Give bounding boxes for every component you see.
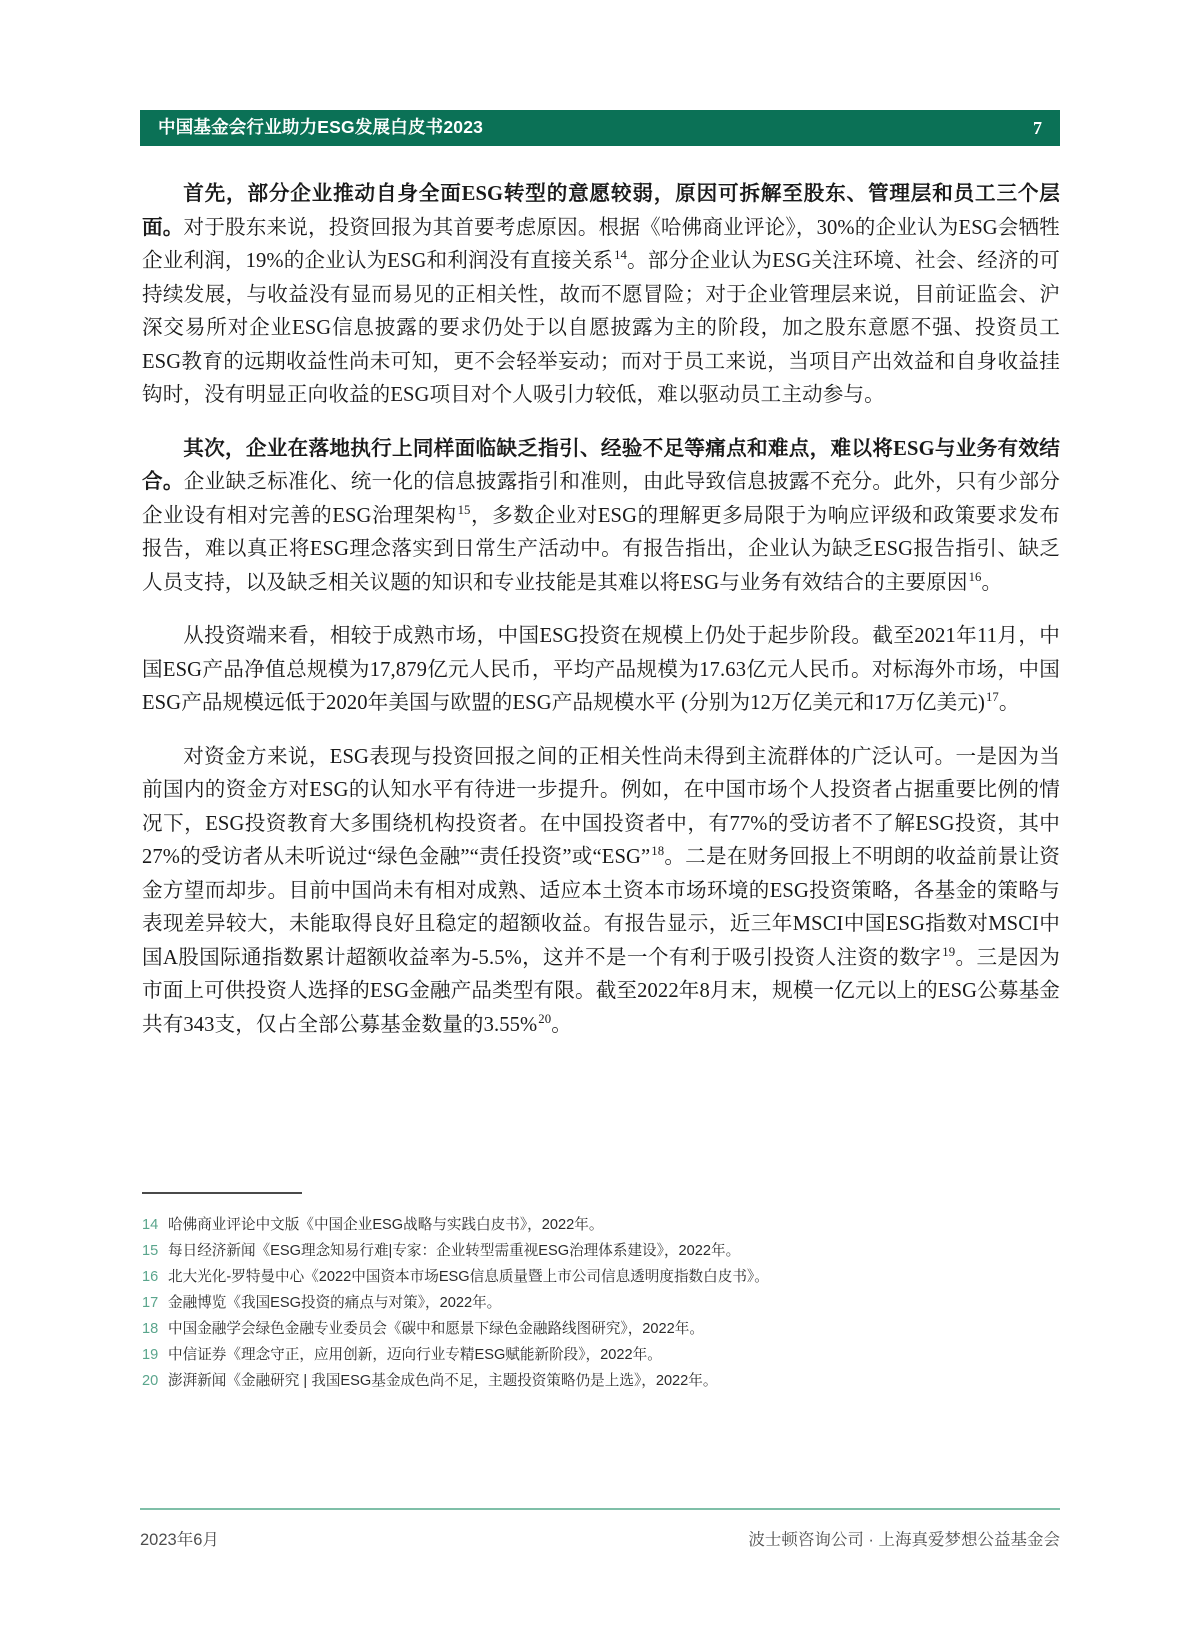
footnote-number: 19 (142, 1347, 159, 1363)
footnote-number: 16 (142, 1269, 159, 1285)
footnote-separator-rule (142, 1192, 302, 1194)
paragraph-1 (142, 178, 1060, 413)
footnote-text: 每日经济新闻《ESG理念知易行难|专家：企业转型需重视ESG治理体系建设》，2022年。 (168, 1243, 741, 1259)
footnote-text: 中国金融学会绿色金融专业委员会《碳中和愿景下绿色金融路线图研究》，2022年。 (168, 1321, 704, 1337)
paragraph-3-text-1: 从投资端来看，相较于成熟市场，中国ESG投资在规模上仍处于起步阶段。截至2021年11月，中国ESG产品净值总规模为17,879亿元人民币，平均产品规模为17.63亿元人民币。对标海外市场，中国ESG产品规模远低于2020年美国与欧盟的ESG产品规模水平 (分别为12万亿美元和17万亿美元) (142, 625, 1060, 714)
footnote-text: 金融博览《我国ESG投资的痛点与对策》，2022年。 (168, 1295, 502, 1311)
footnote-ref-20[interactable]: 20 (538, 1011, 552, 1026)
footnote-item (142, 1238, 1060, 1264)
footnote-ref-18[interactable]: 18 (651, 844, 665, 859)
paragraph-4-text-3: 。三是因为市面上可供投资人选择的ESG金融产品类型有限。截至2022年8月末，规模一亿元以上的ESG公募基金共有343支，仅占全部公募基金数量的3.55% (142, 946, 1061, 1036)
paragraph-1-text-1: 对于股东来说，投资回报为其首要考虑原因。根据《哈佛商业评论》，30%的企业认为ESG会牺牲企业利润，19%的企业认为ESG和利润没有直接关系 (142, 216, 1060, 272)
footer-date: 2023年6月 (140, 1531, 219, 1549)
footnote-number: 20 (142, 1373, 159, 1389)
page-number: 7 (1033, 118, 1042, 138)
footnote-number: 18 (142, 1321, 159, 1337)
footnote-text: 北大光化-罗特曼中心《2022中国资本市场ESG信息质量暨上市公司信息透明度指数白皮书》。 (168, 1269, 769, 1285)
footnote-ref-14[interactable]: 14 (614, 248, 628, 263)
footnote-number: 15 (142, 1243, 159, 1259)
footnote-ref-19[interactable]: 19 (942, 944, 956, 959)
footnote-item (142, 1212, 1060, 1238)
paragraph-3-text-2: 。 (998, 692, 1020, 714)
footnote-text: 中信证券《理念守正，应用创新，迈向行业专精ESG赋能新阶段》，2022年。 (168, 1347, 662, 1363)
page-header-title: 中国基金会行业助力ESG发展白皮书2023 (158, 117, 484, 138)
footnotes-section (142, 1192, 1060, 1394)
paragraph-2 (142, 433, 1060, 601)
paragraph-3 (142, 620, 1060, 721)
footnote-item (142, 1368, 1060, 1394)
footnote-ref-16[interactable]: 16 (968, 569, 982, 584)
paragraph-4-text-4: 。 (551, 1013, 572, 1036)
footnote-item (142, 1290, 1060, 1316)
footnote-text: 哈佛商业评论中文版《中国企业ESG战略与实践白皮书》，2022年。 (168, 1217, 604, 1233)
footnote-number: 14 (142, 1217, 159, 1233)
page-footer (140, 1508, 1060, 1550)
footnote-item (142, 1342, 1060, 1368)
paragraph-4 (142, 741, 1060, 1043)
page-header-bar (140, 110, 1060, 146)
paragraph-2-text-1: 企业缺乏标准化、统一化的信息披露指引和准则，由此导致信息披露不充分。此外，只有少部分企业设有相对完善的ESG治理架构 (142, 471, 1061, 527)
paragraph-1-lead: 首先，部分企业推动自身全面ESG转型的意愿较弱，原因可拆解至股东、管理层和员工三个层面。 (142, 183, 1060, 239)
footer-separator-rule (140, 1508, 1060, 1510)
footnote-ref-17[interactable]: 17 (985, 690, 999, 705)
paragraph-2-text-2: ，多数企业对ESG的理解更多局限于为响应评级和政策要求发布报告，难以真正将ESG理念落实到日常生产活动中。有报告指出，企业认为缺乏ESG报告指引、缺乏人员支持，以及缺乏相关议题的知识和专业技能是其难以将ESG与业务有效结合的主要原因 (142, 504, 1060, 594)
footer-row (140, 1526, 1060, 1550)
paragraph-2-lead: 其次，企业在落地执行上同样面临缺乏指引、经验不足等痛点和难点，难以将ESG与业务有效结合。 (142, 437, 1060, 493)
paragraph-1-text-2: 。部分企业认为ESG关注环境、社会、经济的可持续发展，与收益没有显而易见的正相关性，故而不愿冒险；对于企业管理层来说，目前证监会、沪深交易所对企业ESG信息披露的要求仍处于以自愿披露为主的阶段，加之股东意愿不强、投资员工ESG教育的远期收益性尚未可知，更不会轻举妄动；而对于员工来说，当项目产出效益和自身收益挂钩时，没有明显正向收益的ESG项目对个人吸引力较低，难以驱动员工主动参与。 (142, 250, 1061, 406)
paragraph-4-text-2: 。二是在财务回报上不明朗的收益前景让资金方望而却步。目前中国尚未有相对成熟、适应本土资本市场环境的ESG投资策略，各基金的策略与表现差异较大，未能取得良好且稳定的超额收益。有报告显示，近三年MSCI中国ESG指数对MSCI中国A股国际通指数累计超额收益率为-5.5%，这并不是一个有利于吸引投资人注资的数字 (142, 846, 1060, 969)
body-content (142, 178, 1060, 1042)
paragraph-4-text-1: 对资金方来说，ESG表现与投资回报之间的正相关性尚未得到主流群体的广泛认可。一是因为当前国内的资金方对ESG的认知水平有待进一步提升。例如，在中国市场个人投资者占据重要比例的情况下，ESG投资教育大多围绕机构投资者。在中国投资者中，有77%的受访者不了解ESG投资，其中27%的受访者从未听说过“绿色金融”“责任投资”或“ESG” (142, 745, 1060, 868)
footnote-text: 澎湃新闻《金融研究 | 我国ESG基金成色尚不足，主题投资策略仍是上选》，2022年。 (168, 1373, 718, 1389)
footnote-ref-15[interactable]: 15 (457, 502, 471, 517)
footnote-number: 17 (142, 1295, 159, 1311)
footer-publishers: 波士顿咨询公司 · 上海真爱梦想公益基金会 (748, 1531, 1060, 1549)
footnote-item (142, 1264, 1060, 1290)
footnote-item (142, 1316, 1060, 1342)
paragraph-2-text-3: 。 (981, 571, 1003, 594)
